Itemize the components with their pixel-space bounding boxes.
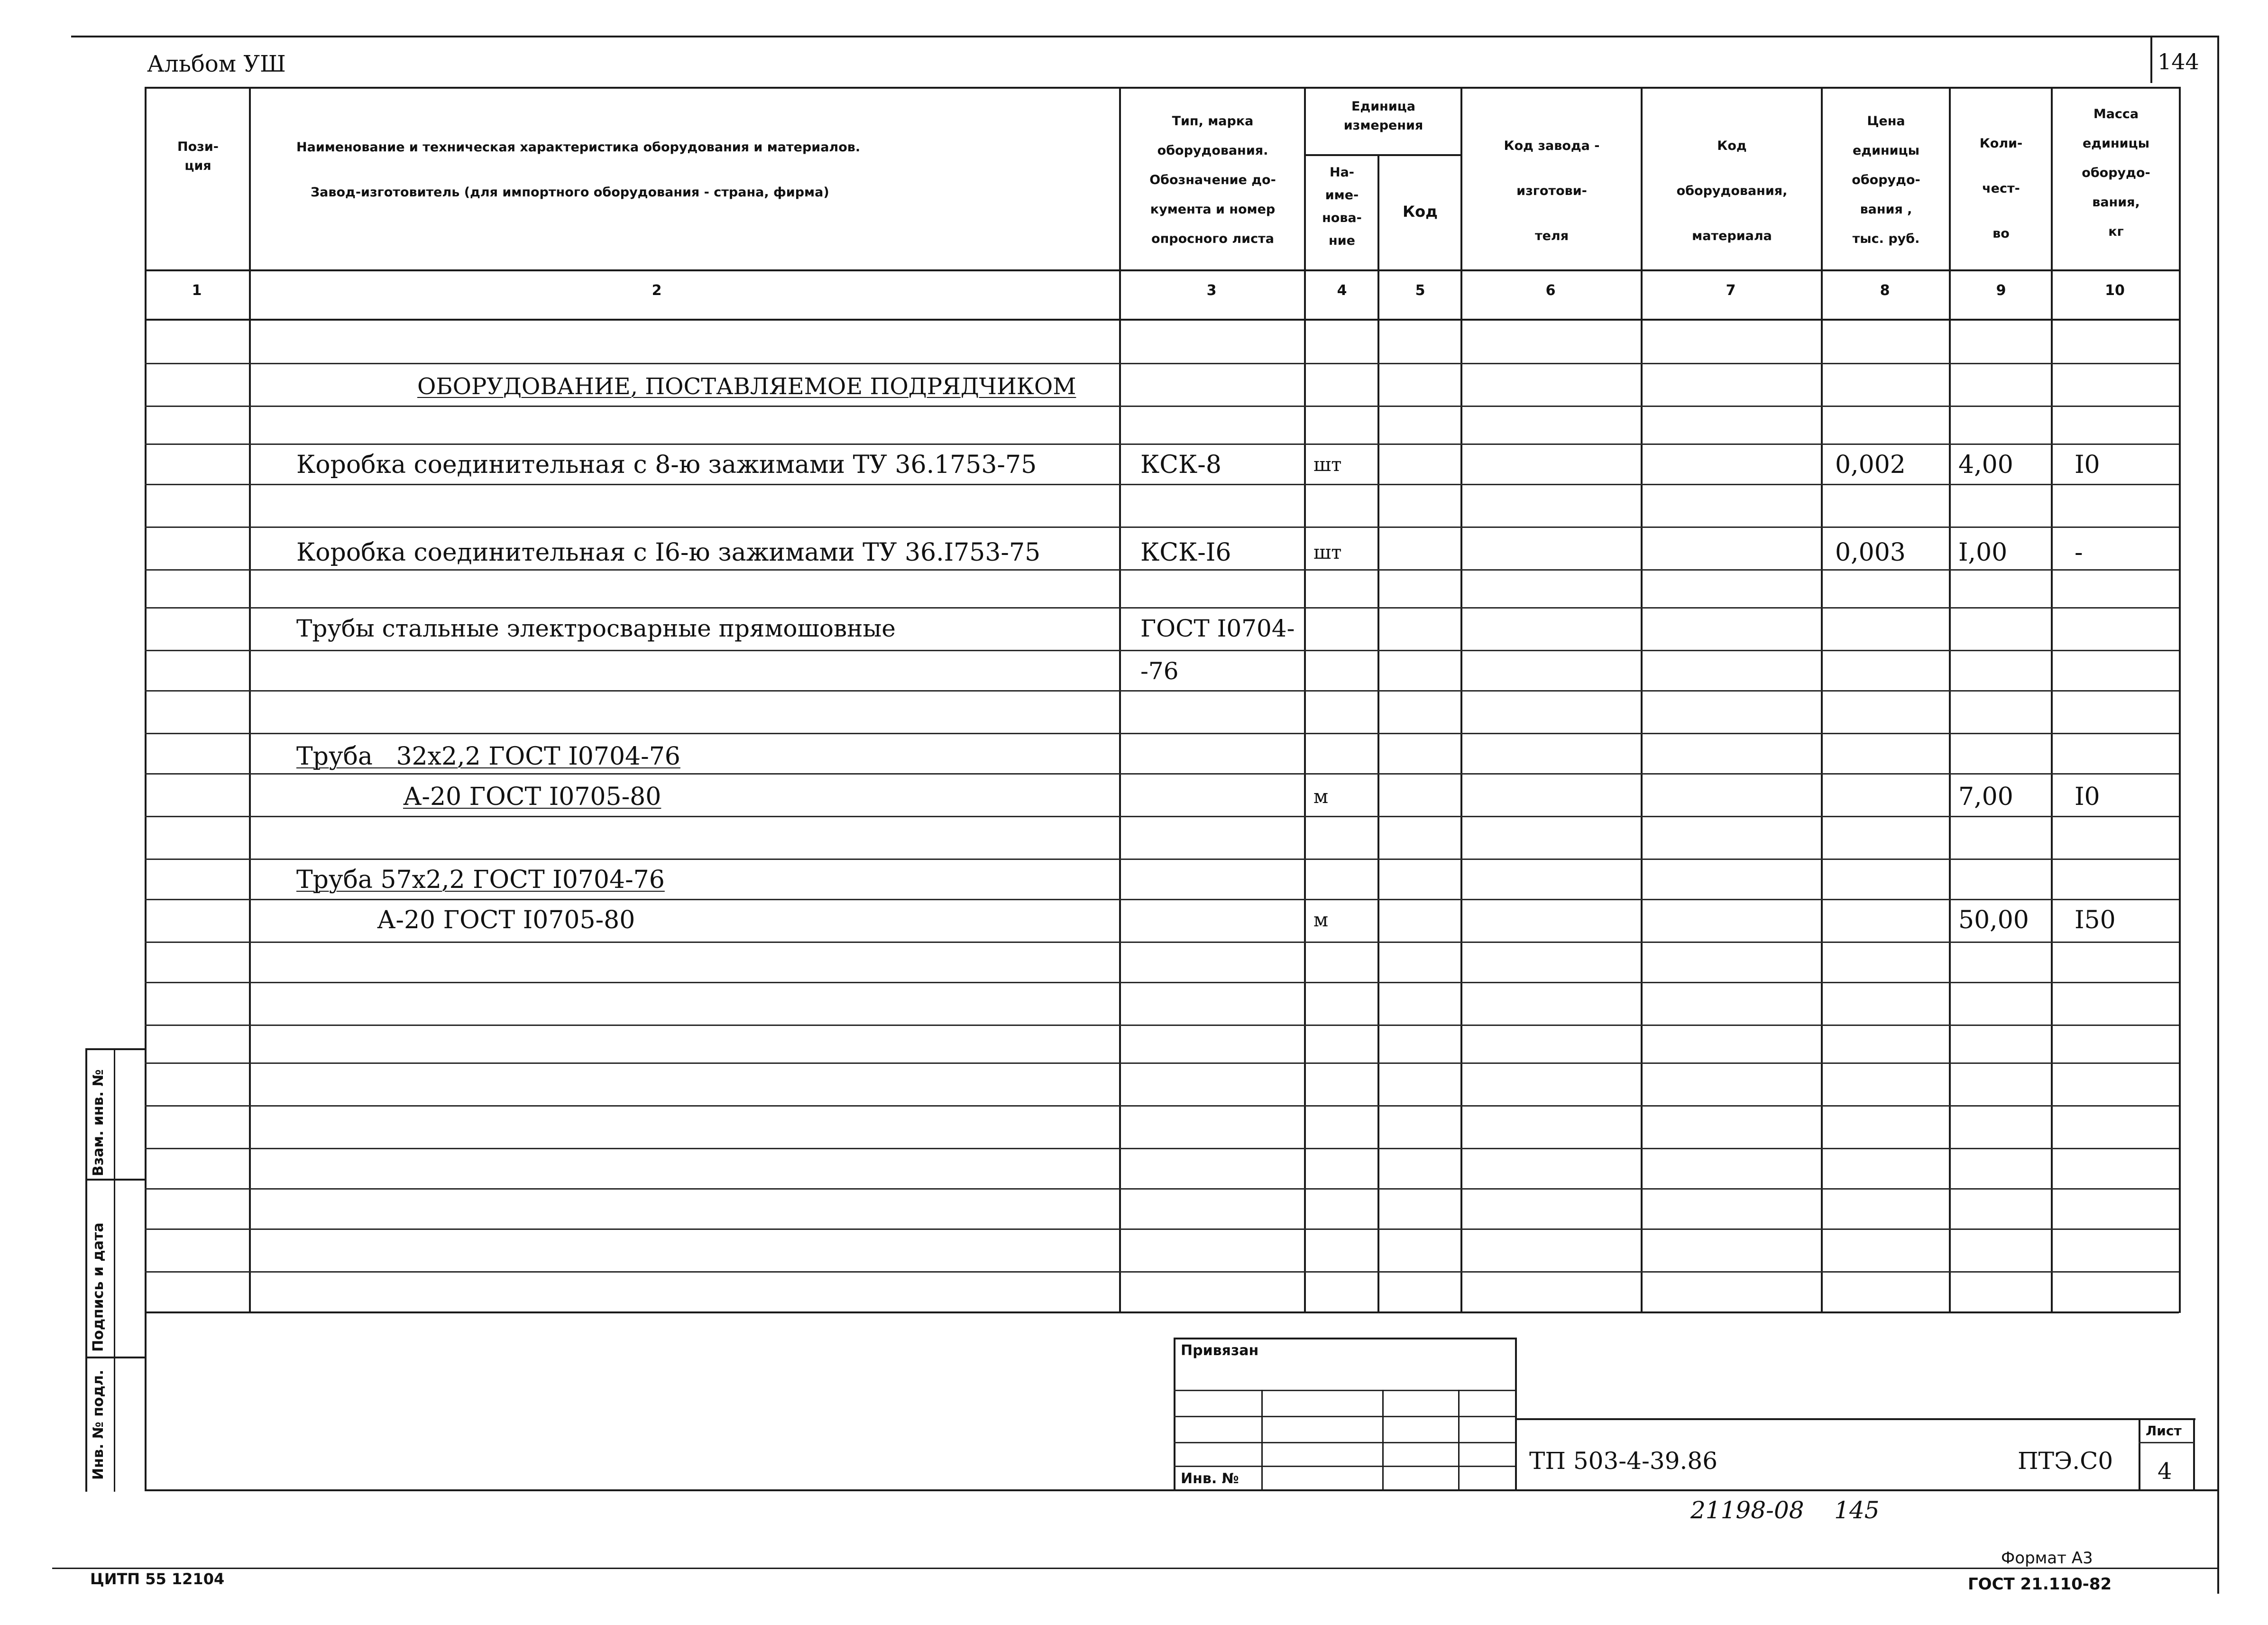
sheet-box-right: [2193, 1418, 2195, 1489]
row-line: [145, 607, 2179, 609]
gost-label: ГОСТ 21.110-82: [1968, 1575, 2112, 1594]
row-line: [145, 484, 2179, 485]
row-mass: -: [2075, 538, 2083, 567]
row-mass: I50: [2075, 906, 2116, 934]
stamp-row: [1174, 1390, 1515, 1391]
row-name: А-20 ГОСТ I0705-80: [377, 906, 635, 934]
header-col9: Коли- чест- во: [1979, 136, 2023, 241]
col-line-2: [1119, 87, 1121, 1313]
row-line: [145, 363, 2179, 364]
row-line: [145, 1025, 2179, 1026]
row-qty: I,00: [1958, 538, 2008, 567]
row-line: [145, 859, 2179, 860]
row-line: [145, 526, 2179, 528]
row-line: [145, 733, 2179, 734]
page-number: 144: [2158, 49, 2199, 74]
stamp-privyazan: Привязан: [1181, 1342, 1259, 1359]
header-col1: Пози- ция: [177, 139, 219, 173]
format-label: Формат А3: [2001, 1549, 2093, 1568]
column-number: 10: [2105, 282, 2125, 299]
doc-block-top: [1515, 1418, 2195, 1420]
row-name: А-20 ГОСТ I0705-80: [403, 783, 661, 811]
row-unit: шт: [1313, 454, 1342, 476]
column-number: 8: [1880, 282, 1890, 299]
printer-label: ЦИТП 55 12104: [90, 1570, 225, 1588]
colnum-bottom-line: [145, 319, 2179, 321]
col-line-1: [249, 87, 251, 1313]
header-col4: На- имe- нова- ние: [1322, 165, 1362, 248]
row-price: 0,003: [1835, 538, 1906, 567]
row-name: Труба 57х2,2 ГОСТ I0704-76: [296, 866, 665, 894]
table-body-bottom: [145, 1311, 2179, 1313]
row-mass: I0: [2075, 451, 2100, 479]
stamp-right: [1515, 1338, 1517, 1489]
header-col3: Тип, марка оборудования. Обозначение до- кумента и номер опросного листа: [1149, 114, 1276, 246]
row-type: КСК-I6: [1140, 538, 1231, 567]
stamp-row: [1174, 1466, 1515, 1467]
header-col6: Код завода - изготови- теля: [1504, 138, 1600, 243]
row-line: [145, 650, 2179, 651]
frame-top-line: [71, 36, 2219, 37]
stamp-top: [1174, 1338, 1515, 1339]
album-label: Альбом УШ: [147, 51, 286, 77]
doc-suffix: ПТЭ.С0: [2018, 1447, 2113, 1475]
col-line-3: [1304, 87, 1306, 1313]
row-qty: 50,00: [1958, 906, 2029, 934]
row-price: 0,002: [1835, 451, 1906, 479]
row-name: Труба 32х2,2 ГОСТ I0704-76: [296, 742, 680, 771]
stamp-row: [1174, 1442, 1515, 1443]
header-col8: Цена единицы оборудо- вания , тыс. руб.: [1852, 114, 1920, 246]
row-line: [145, 899, 2179, 900]
row-name: Трубы стальные электросварные прямошовные: [296, 615, 896, 642]
column-number: 3: [1206, 282, 1217, 299]
column-number: 9: [1996, 282, 2006, 299]
row-type: -76: [1140, 657, 1179, 685]
col-line-5: [1460, 87, 1462, 1313]
header-col5: Код: [1403, 203, 1438, 221]
frame-outer-bottom: [52, 1568, 2219, 1569]
column-number: 1: [192, 282, 202, 299]
sheet-label: Лист: [2146, 1423, 2182, 1439]
sheet-box-sep: [2139, 1442, 2195, 1443]
column-number: 2: [652, 282, 662, 299]
header-bottom-line: [145, 269, 2179, 271]
frame-right-line: [2217, 36, 2219, 1594]
row-line: [145, 1062, 2179, 1064]
column-number: 7: [1726, 282, 1736, 299]
col-line-8: [1949, 87, 1951, 1313]
stamp-col: [1458, 1390, 1460, 1489]
row-line: [145, 773, 2179, 775]
row-name: Коробка соединительная с 8-ю зажимами ТУ 36.1753-75: [296, 451, 1037, 479]
stamp-row: [1174, 1416, 1515, 1417]
handwritten-number: 21198-08 145: [1690, 1496, 1880, 1524]
stamp-inv-no: Инв. №: [1181, 1470, 1239, 1487]
header-col2-line1: Наименование и техническая характеристика оборудования и материалов.: [296, 140, 861, 155]
row-line: [145, 690, 2179, 692]
row-line: [145, 1105, 2179, 1107]
section-title: ОБОРУДОВАНИЕ, ПОСТАВЛЯЕМОЕ ПОДРЯДЧИКОМ: [417, 373, 1076, 400]
row-line: [145, 569, 2179, 571]
side-strip-left: [85, 1048, 87, 1492]
sheet-number: 4: [2158, 1458, 2172, 1485]
side-strip-inner: [114, 1048, 115, 1492]
col-line-9: [2051, 87, 2053, 1313]
stamp-col: [1382, 1390, 1384, 1489]
row-unit: м: [1313, 909, 1329, 931]
row-unit: м: [1313, 786, 1329, 808]
column-number: 5: [1415, 282, 1425, 299]
row-unit: шт: [1313, 542, 1342, 563]
col-line-0: [145, 87, 147, 1491]
sheet-box-left: [2139, 1418, 2140, 1489]
side-label-vzam: Взам. инв. №: [90, 1069, 107, 1176]
row-name: Коробка соединительная с I6-ю зажимами ТУ 36.I753-75: [296, 538, 1041, 567]
col-line-10: [2179, 87, 2181, 1313]
page-number-box-left: [2150, 36, 2152, 83]
row-qty: 7,00: [1958, 783, 2013, 811]
header-unit-group: Единица измерения: [1343, 99, 1423, 133]
row-mass: I0: [2075, 783, 2100, 811]
stamp-col: [1261, 1390, 1263, 1489]
row-line: [145, 1188, 2179, 1190]
frame-bottom-line: [145, 1489, 2219, 1491]
unit-group-line: [1304, 154, 1460, 156]
row-line: [145, 443, 2179, 445]
column-number: 4: [1337, 282, 1347, 299]
side-label-inv-podl: Инв. № подл.: [90, 1369, 107, 1480]
row-type: КСК-8: [1140, 451, 1221, 479]
row-line: [145, 1148, 2179, 1149]
table-top-line: [145, 87, 2179, 89]
doc-code: ТП 503-4-39.86: [1529, 1447, 1718, 1475]
row-qty: 4,00: [1958, 451, 2013, 479]
header-col7: Код оборудования, материала: [1676, 138, 1788, 243]
row-line: [145, 816, 2179, 817]
col-line-7: [1821, 87, 1823, 1313]
column-number: 6: [1545, 282, 1556, 299]
row-line: [145, 982, 2179, 983]
col-line-6: [1641, 87, 1643, 1313]
row-type: ГОСТ I0704-: [1140, 615, 1295, 642]
row-line: [145, 942, 2179, 943]
row-line: [145, 1271, 2179, 1273]
side-label-podpis: Подпись и дата: [90, 1222, 107, 1352]
header-col2-line2: Завод-изготовитель (для импортного оборудования - страна, фирма): [311, 185, 829, 200]
row-line: [145, 406, 2179, 407]
row-line: [145, 1228, 2179, 1230]
header-col10: Масса единицы оборудо- вания, кг: [2082, 107, 2150, 239]
